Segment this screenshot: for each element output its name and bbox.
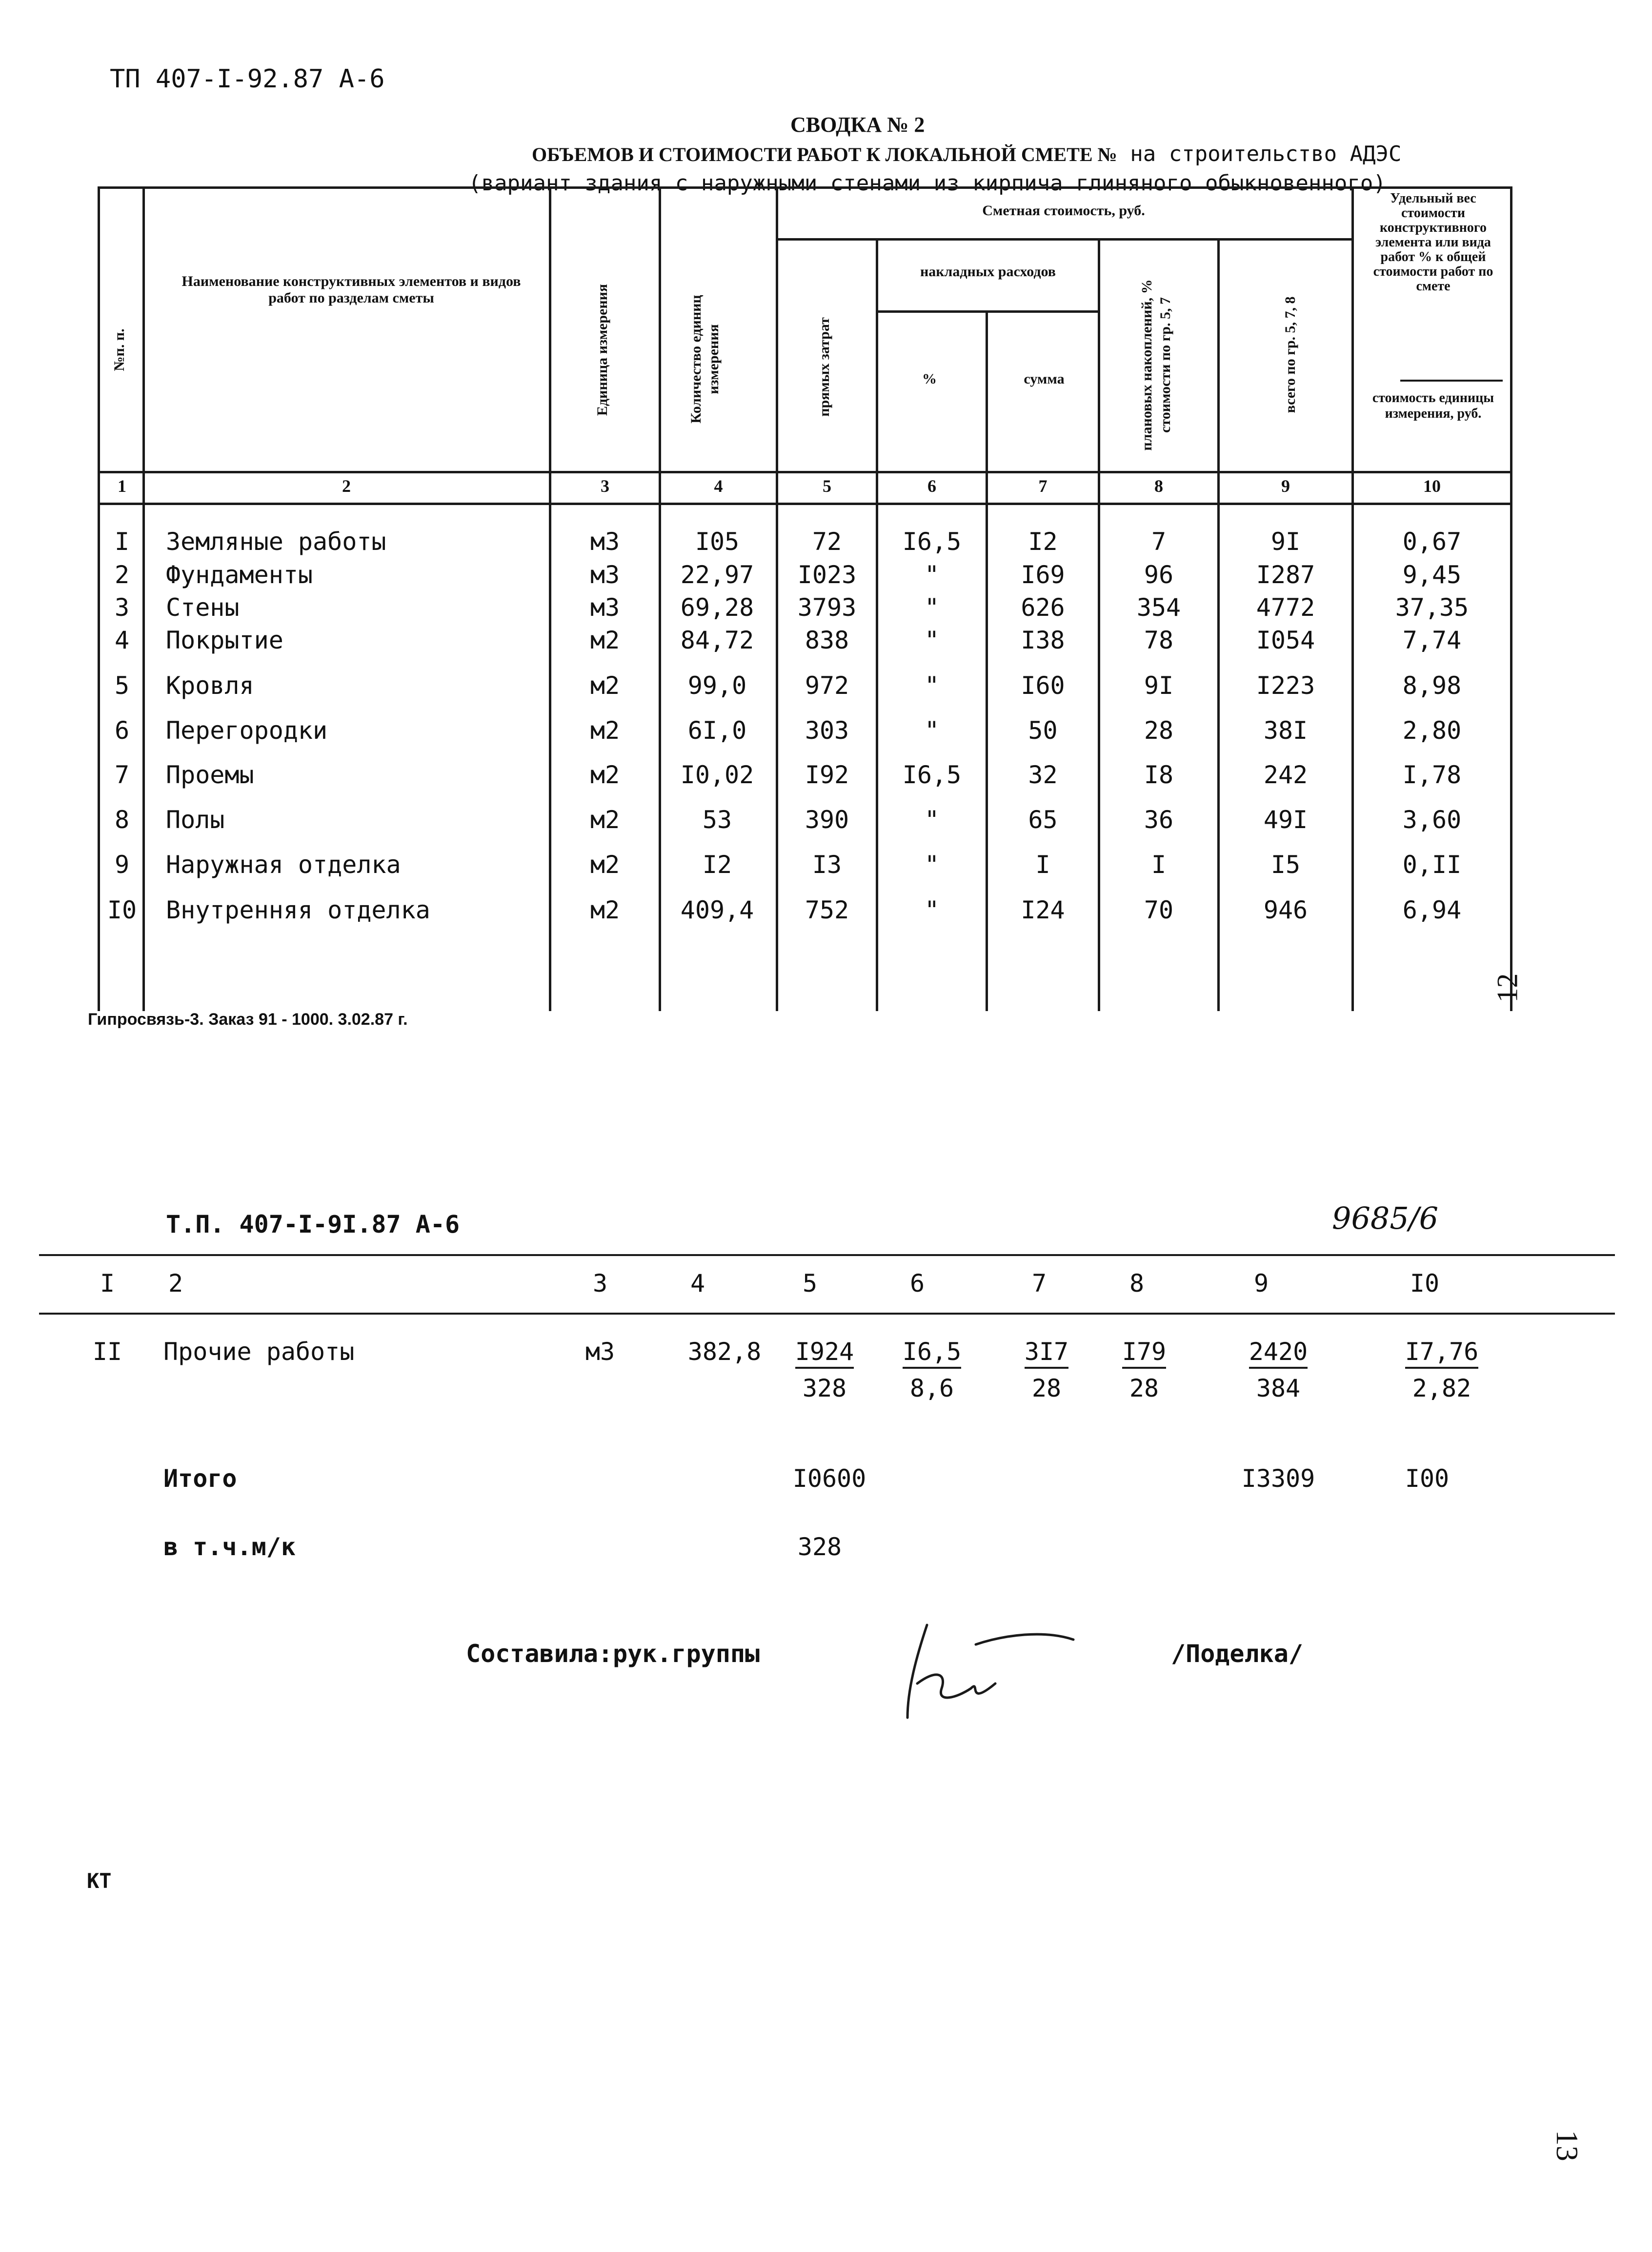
cell-total: 242: [1263, 761, 1308, 789]
header-col5: прямых затрат: [816, 317, 832, 417]
cell-pct: I6,5: [902, 761, 962, 789]
cell-qty: I2: [702, 851, 732, 879]
cell-pct: ": [924, 626, 940, 654]
row11-direct-top: [786, 1337, 864, 1366]
column-numbers-border: [98, 503, 1512, 505]
row11-pct-top: [888, 1337, 976, 1366]
cell-direct: I92: [805, 761, 849, 789]
cell-name: Полы: [166, 806, 225, 834]
colno-4: 4: [714, 476, 723, 496]
cell-plan: 78: [1144, 626, 1174, 654]
col9-divider: [1351, 186, 1354, 1011]
including-direct: 328: [797, 1533, 842, 1561]
subtitle-rest: на строительство АДЭС: [1130, 142, 1402, 166]
col7-divider: [1098, 238, 1100, 1011]
table-left-border: [98, 186, 100, 1011]
cell-direct: 972: [805, 671, 849, 700]
cell-plan: 36: [1144, 806, 1174, 834]
colno-6: 6: [927, 476, 936, 496]
col6-divider: [986, 310, 988, 1011]
table-right-border: [1510, 186, 1512, 1011]
page-number: 13: [1550, 2130, 1585, 2161]
cell-qty: 53: [702, 806, 732, 834]
total-label: Итого: [163, 1464, 237, 1493]
cell-name: Перегородки: [166, 716, 328, 745]
cell-pct: ": [924, 851, 940, 879]
summary-subtitle: [532, 142, 1402, 166]
col10-divider: [1400, 380, 1503, 382]
cell-name: Проемы: [166, 761, 254, 789]
cont-colno-2: 2: [168, 1269, 183, 1298]
header-col4: Количество единиц измерения: [688, 295, 722, 424]
cell-pct: ": [924, 806, 940, 834]
cell-unit-cost: 0,67: [1402, 527, 1462, 556]
cell-plan: 354: [1136, 593, 1181, 622]
cell-sum: I: [1035, 851, 1050, 879]
col4-divider: [776, 186, 778, 1011]
cell-name: Наружная отделка: [166, 851, 401, 879]
summary-title: СВОДКА № 2: [790, 113, 925, 137]
header-overhead-group: накладных расходов: [920, 264, 1056, 280]
cont-colno-10: I0: [1410, 1269, 1440, 1298]
cont-colno-5: 5: [802, 1269, 818, 1298]
cell-n: 9: [114, 851, 130, 879]
header-col8: плановых накоплений, % стоимости по гр. 5, 7: [1139, 279, 1173, 451]
cell-pct: ": [924, 716, 940, 745]
row11-unit: м3: [585, 1338, 615, 1366]
cell-unit: м2: [590, 671, 620, 700]
cell-total: 9I: [1270, 527, 1301, 556]
cell-unit: м3: [590, 561, 620, 589]
header-col10-top: Удельный вес стоимости конструктивного элемента или вида работ % к общей стоимости работ по смете: [1373, 191, 1493, 294]
cell-n: 5: [114, 671, 130, 700]
cell-name: Внутренняя отделка: [166, 896, 430, 924]
row11-direct-top-value: I924: [795, 1338, 854, 1369]
continuation-doc-code: Т.П. 407-I-9I.87 А-6: [166, 1210, 460, 1238]
col2-divider: [549, 186, 551, 1011]
cell-n: 7: [114, 761, 130, 789]
side-mark: 12: [1491, 973, 1524, 1003]
cell-unit-cost: 0,II: [1402, 851, 1462, 879]
kt-mark: КТ: [87, 1869, 112, 1893]
row11-pct-top-value: I6,5: [903, 1338, 961, 1369]
cont-colno-7: 7: [1031, 1269, 1047, 1298]
cell-sum: 50: [1028, 716, 1058, 745]
signature-scribble: [898, 1610, 1083, 1727]
cell-qty: 6I,0: [687, 716, 747, 745]
cost-group-divider: [776, 238, 1351, 241]
cell-name: Кровля: [166, 671, 254, 700]
colno-7: 7: [1038, 476, 1048, 496]
cont-colno-9: 9: [1253, 1269, 1269, 1298]
row11-total-bottom: 384: [1256, 1374, 1301, 1402]
cell-qty: 409,4: [680, 896, 754, 924]
cell-n: 8: [114, 806, 130, 834]
cell-n: 3: [114, 593, 130, 622]
continuation-top-line: [39, 1254, 1615, 1256]
cell-name: Покрытие: [166, 626, 283, 654]
cell-total: I054: [1256, 626, 1315, 654]
cell-qty: 69,28: [680, 593, 754, 622]
row11-qty: 382,8: [687, 1338, 762, 1366]
cell-sum: I69: [1021, 561, 1065, 589]
col8-divider: [1217, 238, 1220, 1011]
cell-direct: 3793: [797, 593, 857, 622]
col5-divider: [876, 238, 878, 1011]
colno-2: 2: [342, 476, 351, 496]
cell-pct: ": [924, 593, 940, 622]
cell-sum: 65: [1028, 806, 1058, 834]
total-direct: I0600: [792, 1464, 866, 1493]
colno-1: 1: [118, 476, 126, 496]
compiler-name: /Поделка/: [1171, 1640, 1303, 1668]
cell-unit: м2: [590, 761, 620, 789]
total-all: I3309: [1241, 1464, 1315, 1493]
cell-n: 4: [114, 626, 130, 654]
header-col2: Наименование конструктивных элементов и видов работ по разделам сметы: [181, 273, 521, 306]
colno-8: 8: [1154, 476, 1163, 496]
cell-direct: I023: [797, 561, 857, 589]
cell-unit: м2: [590, 851, 620, 879]
row11-plan-top-value: I79: [1122, 1338, 1166, 1369]
cell-n: I0: [107, 896, 137, 924]
header-col10-bottom: стоимость единицы измерения, руб.: [1372, 390, 1494, 421]
cell-direct: 390: [805, 806, 849, 834]
continuation-header-line: [39, 1313, 1615, 1315]
cell-total: I5: [1270, 851, 1301, 879]
row11-unitcost-top-value: I7,76: [1405, 1338, 1479, 1369]
cell-direct: 303: [805, 716, 849, 745]
subtitle-bold-part: ОБЪЕМОВ И СТОИМОСТИ РАБОТ К ЛОКАЛЬНОЙ СМЕТЕ №: [532, 143, 1117, 165]
cell-sum: I24: [1021, 896, 1065, 924]
row11-plan-top: [1108, 1337, 1181, 1366]
document-code: ТП 407-I-92.87 А-6: [110, 64, 385, 94]
row11-unitcost-top: [1393, 1337, 1491, 1366]
cell-total: 49I: [1263, 806, 1308, 834]
cell-plan: 9I: [1144, 671, 1174, 700]
cell-direct: I3: [812, 851, 842, 879]
row11-name: Прочие работы: [163, 1338, 355, 1366]
cell-unit: м2: [590, 806, 620, 834]
row11-sum-top: [1005, 1337, 1088, 1366]
header-bottom-border: [98, 471, 1512, 473]
row11-direct-bottom: 328: [802, 1374, 847, 1402]
cell-unit-cost: 37,35: [1395, 593, 1469, 622]
row11-sum-bottom: 28: [1031, 1374, 1062, 1402]
cell-unit: м3: [590, 593, 620, 622]
header-cost-group: Сметная стоимость, руб.: [982, 203, 1145, 219]
header-col9: всего по гр. 5, 7, 8: [1282, 296, 1298, 413]
cell-plan: I8: [1144, 761, 1174, 789]
cell-plan: 70: [1144, 896, 1174, 924]
cont-colno-8: 8: [1129, 1269, 1145, 1298]
cell-sum: I38: [1021, 626, 1065, 654]
row11-number: II: [92, 1338, 122, 1366]
cell-total: 946: [1263, 896, 1308, 924]
cell-unit: м2: [590, 896, 620, 924]
colno-3: 3: [601, 476, 609, 496]
cell-pct: ": [924, 561, 940, 589]
cell-total: I287: [1256, 561, 1315, 589]
header-col3: Единица измерения: [594, 284, 610, 416]
cell-name: Земляные работы: [166, 527, 386, 556]
cell-pct: ": [924, 896, 940, 924]
cell-plan: 96: [1144, 561, 1174, 589]
cell-qty: 22,97: [680, 561, 754, 589]
cell-pct: I6,5: [902, 527, 962, 556]
including-label: в т.ч.м/к: [163, 1533, 296, 1561]
cell-unit-cost: 3,60: [1402, 806, 1462, 834]
signature: [898, 1610, 1083, 1729]
cell-unit-cost: 2,80: [1402, 716, 1462, 745]
row11-pct-bottom: 8,6: [909, 1374, 954, 1402]
col1-divider: [142, 186, 145, 1011]
row11-plan-bottom: 28: [1129, 1374, 1159, 1402]
row11-total-top-value: 2420: [1249, 1338, 1308, 1369]
cell-sum: I2: [1028, 527, 1058, 556]
building-variant-note: (вариант здания с наружными стенами из кирпича глиняного обыкновенного): [468, 171, 1386, 196]
cell-sum: I60: [1021, 671, 1065, 700]
colno-10: 10: [1423, 476, 1441, 496]
cont-colno-1: I: [100, 1269, 115, 1298]
cell-total: I223: [1256, 671, 1315, 700]
cell-unit-cost: 9,45: [1402, 561, 1462, 589]
cell-direct: 72: [812, 527, 842, 556]
cell-qty: I05: [695, 527, 740, 556]
cell-total: 4772: [1256, 593, 1315, 622]
cell-plan: 28: [1144, 716, 1174, 745]
cell-qty: 84,72: [680, 626, 754, 654]
printer-note: Гипросвязь-3. Заказ 91 - 1000. 3.02.87 г.: [88, 1010, 408, 1029]
cell-qty: 99,0: [687, 671, 747, 700]
header-col1: №п. п.: [111, 328, 127, 371]
cell-unit-cost: I,78: [1402, 761, 1462, 789]
cell-unit-cost: 8,98: [1402, 671, 1462, 700]
cell-n: I: [114, 527, 130, 556]
row11-total-top: [1234, 1337, 1322, 1366]
cont-colno-4: 4: [690, 1269, 705, 1298]
cell-total: 38I: [1263, 716, 1308, 745]
cell-name: Фундаменты: [166, 561, 313, 589]
cell-unit: м3: [590, 527, 620, 556]
cell-name: Стены: [166, 593, 240, 622]
table-top-border: [98, 186, 1512, 189]
cell-unit-cost: 6,94: [1402, 896, 1462, 924]
colno-9: 9: [1281, 476, 1290, 496]
cell-direct: 752: [805, 896, 849, 924]
cell-n: 2: [114, 561, 130, 589]
cont-colno-6: 6: [909, 1269, 925, 1298]
row11-unitcost-bottom: 2,82: [1412, 1374, 1471, 1402]
total-pct: I00: [1405, 1464, 1450, 1493]
cell-n: 6: [114, 716, 130, 745]
reference-note: 9685/6: [1332, 1200, 1439, 1236]
cell-unit-cost: 7,74: [1402, 626, 1462, 654]
cell-sum: 626: [1021, 593, 1065, 622]
cont-colno-3: 3: [592, 1269, 608, 1298]
cell-pct: ": [924, 671, 940, 700]
compiled-by: Составила:рук.группы: [466, 1640, 760, 1668]
cell-plan: I: [1151, 851, 1167, 879]
cell-qty: I0,02: [680, 761, 754, 789]
cell-sum: 32: [1028, 761, 1058, 789]
cell-direct: 838: [805, 626, 849, 654]
row11-sum-top-value: 3I7: [1025, 1338, 1068, 1369]
colno-5: 5: [823, 476, 831, 496]
header-col7: сумма: [1024, 371, 1065, 387]
header-col6: %: [922, 371, 937, 387]
cell-plan: 7: [1151, 527, 1167, 556]
cell-unit: м2: [590, 716, 620, 745]
cell-unit: м2: [590, 626, 620, 654]
